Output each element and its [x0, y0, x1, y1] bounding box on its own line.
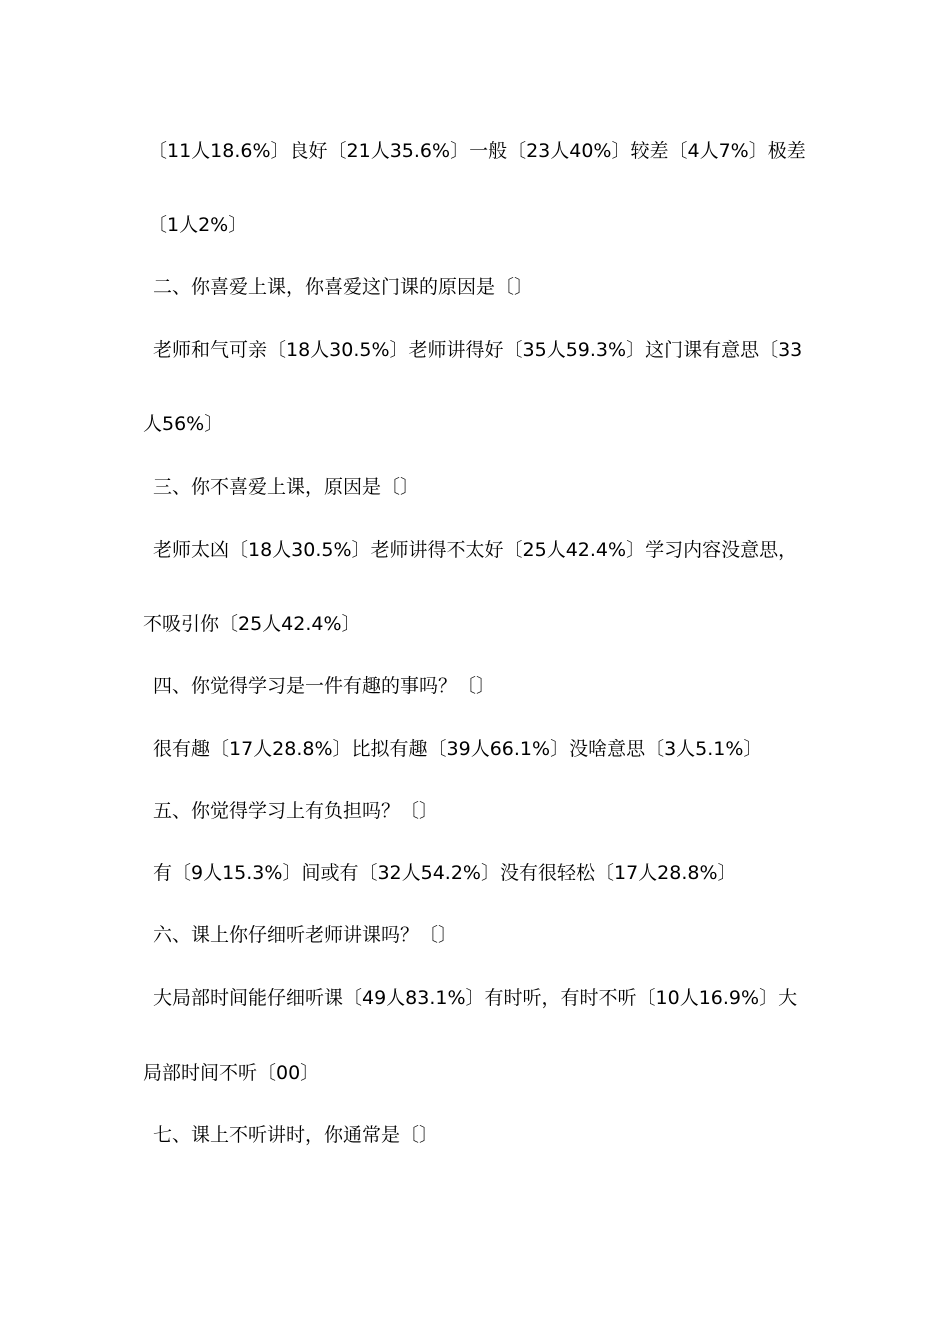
answer-line-q6-cont: 局部时间不听〔00〕 — [143, 1062, 320, 1084]
question-7: 七、课上不听讲时，你通常是〔〕 — [153, 1124, 439, 1146]
answer-line-q3: 老师太凶〔18人30.5%〕老师讲得不太好〔25人42.4%〕学习内容没意思， — [153, 539, 798, 561]
question-2: 二、你喜爱上课，你喜爱这门课的原因是〔〕 — [153, 276, 534, 298]
answer-line-q1-cont: 〔11人18.6%〕良好〔21人35.6%〕一般〔23人40%〕较差〔4人7%〕极差 — [148, 140, 806, 162]
question-4: 四、你觉得学习是一件有趣的事吗？〔〕 — [153, 675, 496, 697]
answer-line-q2: 老师和气可亲〔18人30.5%〕老师讲得好〔35人59.3%〕这门课有意思〔33 — [153, 339, 803, 361]
question-3: 三、你不喜爱上课，原因是〔〕 — [153, 476, 420, 498]
question-6: 六、课上你仔细听老师讲课吗？〔〕 — [153, 924, 458, 946]
answer-line-q3-cont: 不吸引你〔25人42.4%〕 — [143, 613, 361, 635]
answer-line-q5: 有〔9人15.3%〕间或有〔32人54.2%〕没有很轻松〔17人28.8%〕 — [153, 862, 737, 884]
answer-line-q1-end: 〔1人2%〕 — [148, 214, 248, 236]
answer-line-q2-cont: 人56%〕 — [143, 413, 224, 435]
answer-line-q4: 很有趣〔17人28.8%〕比拟有趣〔39人66.1%〕没啥意思〔3人5.1%〕 — [153, 738, 763, 760]
question-5: 五、你觉得学习上有负担吗？〔〕 — [153, 800, 439, 822]
answer-line-q6: 大局部时间能仔细听课〔49人83.1%〕有时听，有时不听〔10人16.9%〕大 — [153, 987, 798, 1009]
